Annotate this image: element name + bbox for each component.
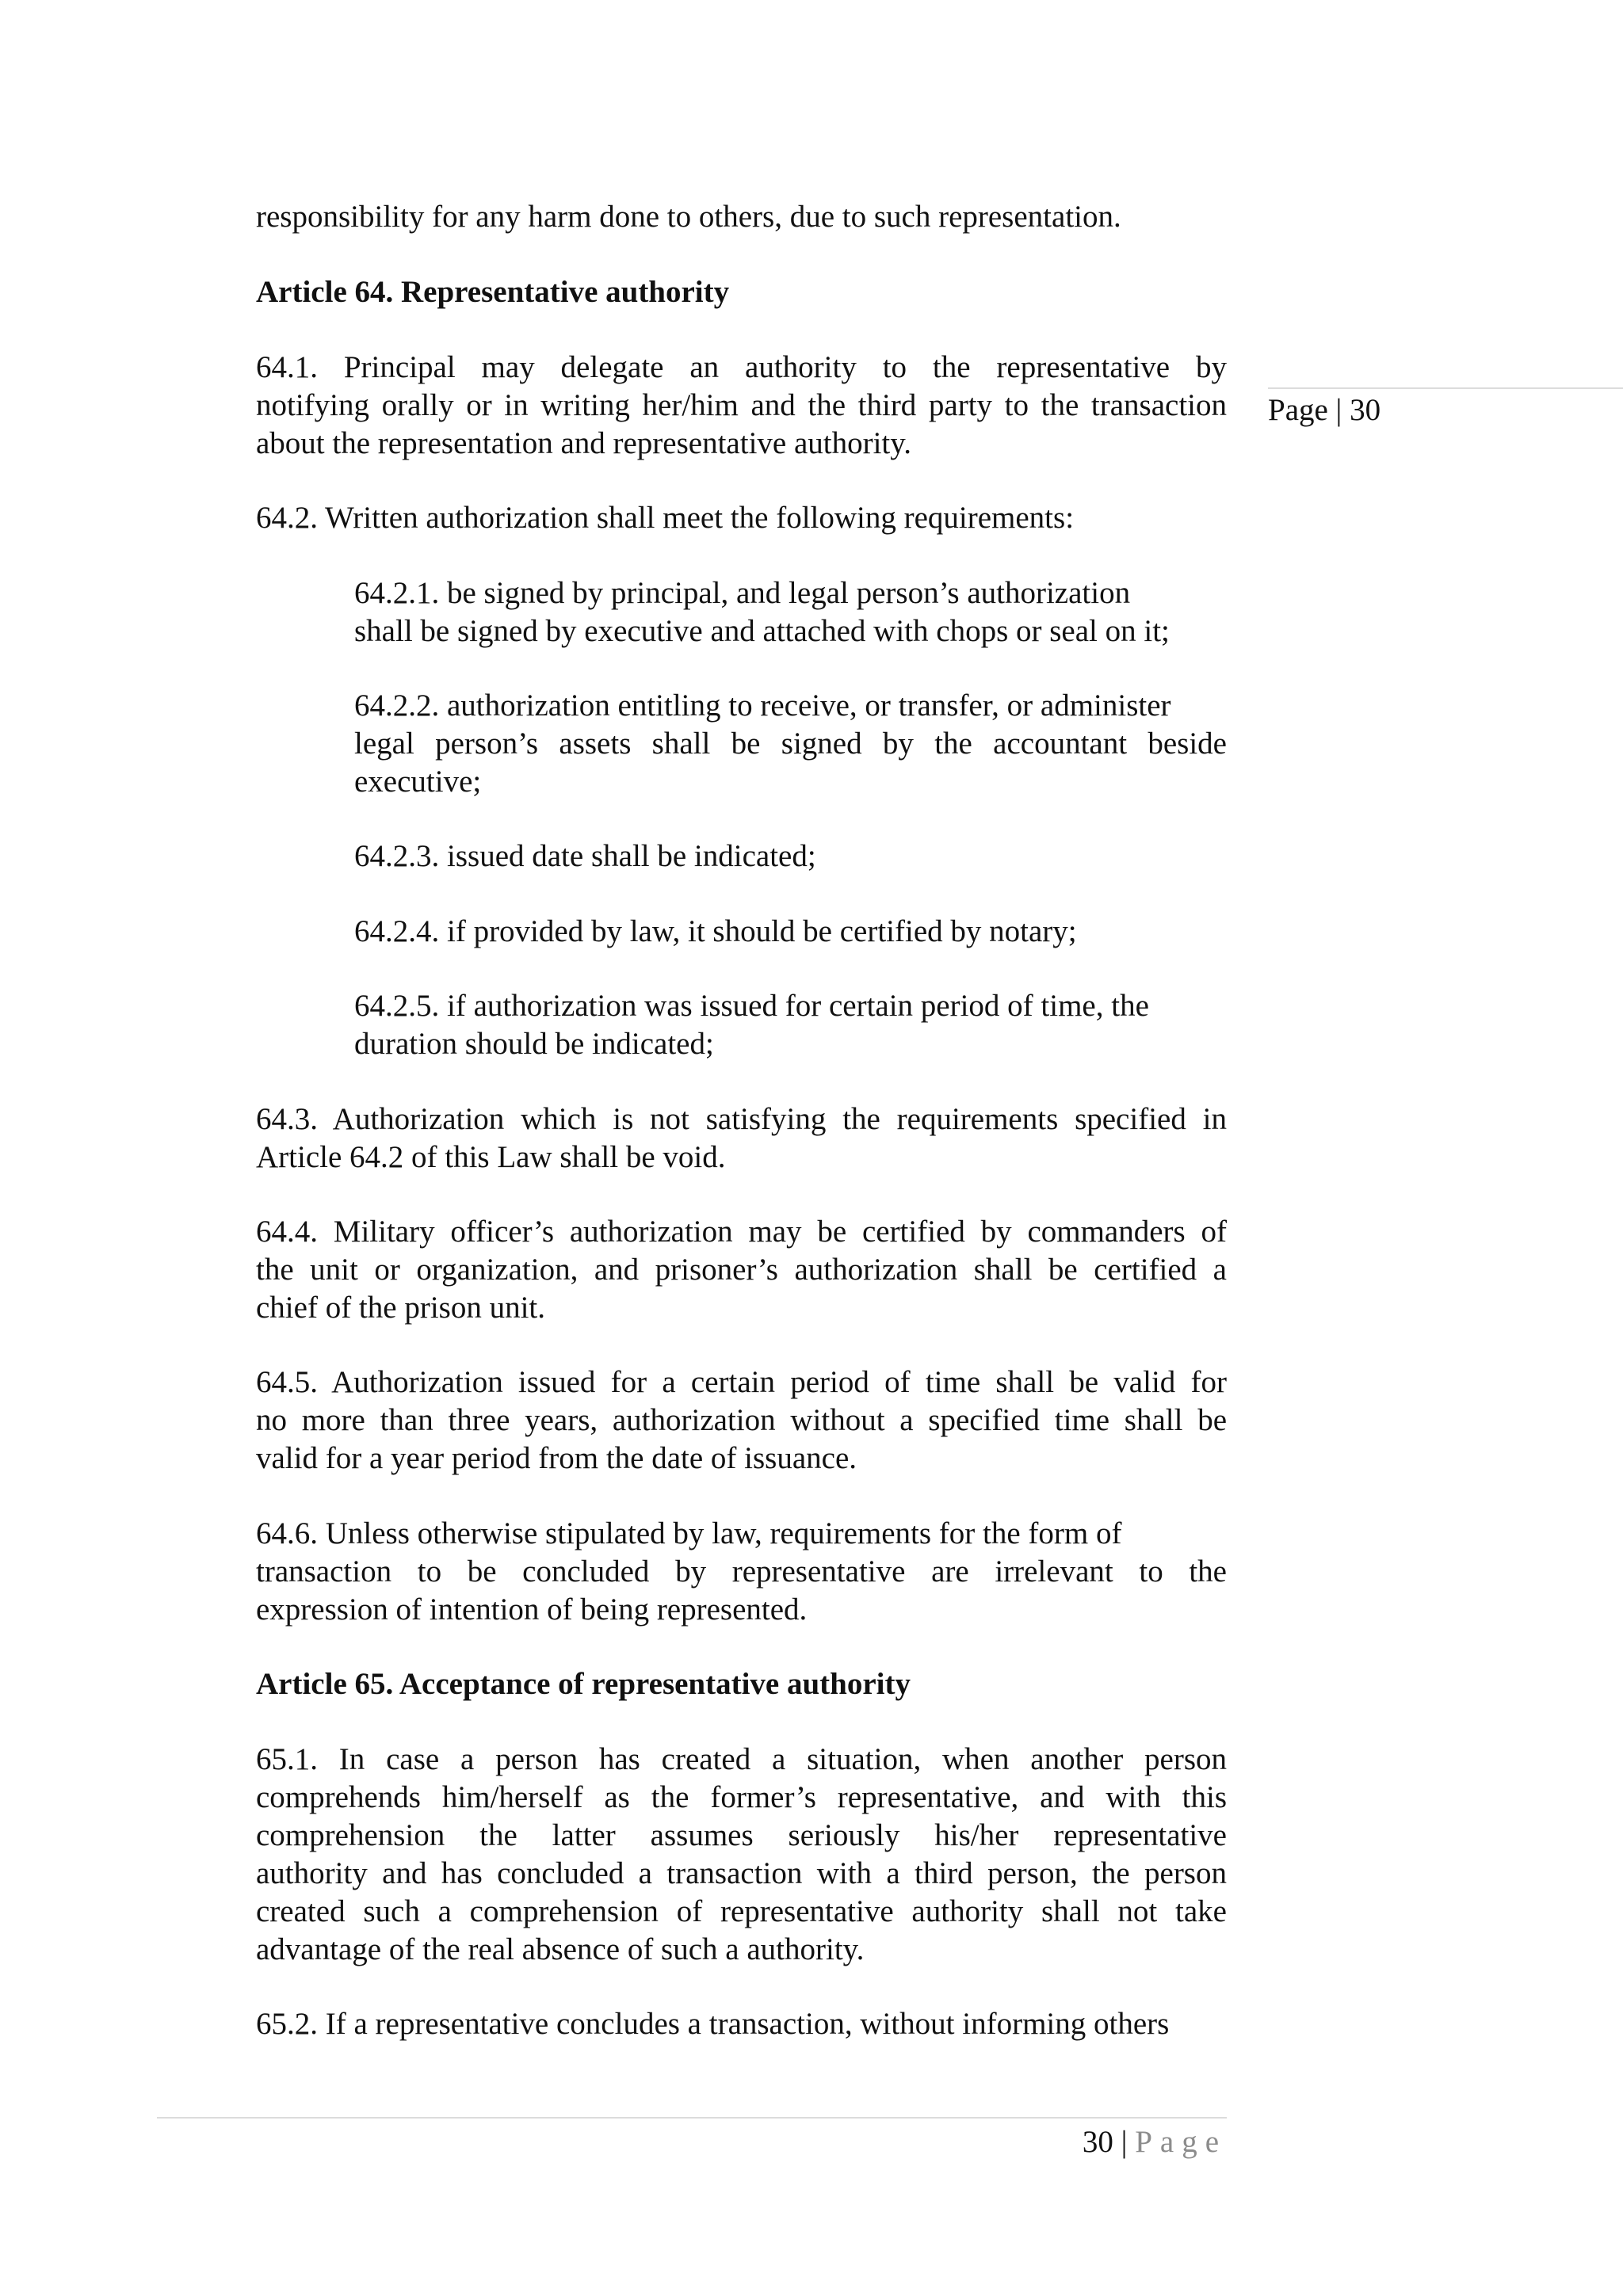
text-line: notifying orally or in writing her/him and the third party to the transaction <box>256 388 1227 422</box>
article-64-heading: Article 64. Representative authority <box>256 275 730 309</box>
text-line: transaction to be concluded by representative are irrelevant to the <box>256 1554 1227 1589</box>
text-line: 64.4. Military officer’s authorization may be certified by commanders of <box>256 1215 1227 1249</box>
text-line: 64.2.2. authorization entitling to receive, or transfer, or administer <box>354 688 1171 723</box>
text-line: executive; <box>354 765 482 799</box>
footer-page-word: Page <box>1135 2125 1227 2159</box>
footer-divider <box>157 2117 1227 2119</box>
margin-divider <box>1268 387 1623 389</box>
text-line: 64.2.5. if authorization was issued for certain period of time, the <box>354 989 1149 1023</box>
text-line: advantage of the real absence of such a authority. <box>256 1932 865 1966</box>
text-line: valid for a year period from the date of issuance. <box>256 1441 857 1475</box>
margin-page-label: Page | 30 <box>1268 393 1381 427</box>
text-line: comprehension the latter assumes seriously his/her representative <box>256 1818 1227 1852</box>
text-line: legal person’s assets shall be signed by the accountant beside <box>354 727 1227 761</box>
text-line: shall be signed by executive and attached with chops or seal on it; <box>354 614 1170 648</box>
text-line: 64.2.4. if provided by law, it should be certified by notary; <box>354 914 1077 948</box>
text-line: 64.6. Unless otherwise stipulated by law, requirements for the form of <box>256 1516 1122 1550</box>
text-line: 64.1. Principal may delegate an authority to the representative by <box>256 350 1227 384</box>
text-line: chief of the prison unit. <box>256 1291 545 1325</box>
footer-number: 30 <box>1082 2125 1113 2159</box>
text-line: 64.2.3. issued date shall be indicated; <box>354 839 816 873</box>
text-line: 64.2.1. be signed by principal, and legal person’s authorization <box>354 576 1131 610</box>
text-line: 64.5. Authorization issued for a certain period of time shall be valid for <box>256 1365 1227 1399</box>
text-line: created such a comprehension of representative authority shall not take <box>256 1894 1227 1928</box>
text-line: responsibility for any harm done to others, due to such representation. <box>256 200 1121 234</box>
footer-separator: | <box>1121 2125 1128 2159</box>
article-65-heading: Article 65. Acceptance of representative authority <box>256 1667 911 1701</box>
text-line: comprehends him/herself as the former’s representative, and with this <box>256 1780 1227 1814</box>
text-line: no more than three years, authorization without a specified time shall be <box>256 1403 1227 1437</box>
text-line: authority and has concluded a transaction with a third person, the person <box>256 1856 1227 1890</box>
text-line: 65.1. In case a person has created a situation, when another person <box>256 1742 1227 1776</box>
text-line: duration should be indicated; <box>354 1027 714 1061</box>
text-line: about the representation and representative authority. <box>256 426 911 460</box>
text-line: expression of intention of being represented. <box>256 1592 808 1627</box>
text-line: 64.2. Written authorization shall meet the following requirements: <box>256 501 1075 535</box>
text-line: 64.3. Authorization which is not satisfying the requirements specified in <box>256 1102 1227 1136</box>
text-line: Article 64.2 of this Law shall be void. <box>256 1140 726 1174</box>
text-line: 65.2. If a representative concludes a transaction, without informing others <box>256 2007 1170 2041</box>
text-line: the unit or organization, and prisoner’s authorization shall be certified a <box>256 1253 1227 1287</box>
footer-page-number <box>1083 2123 1227 2161</box>
